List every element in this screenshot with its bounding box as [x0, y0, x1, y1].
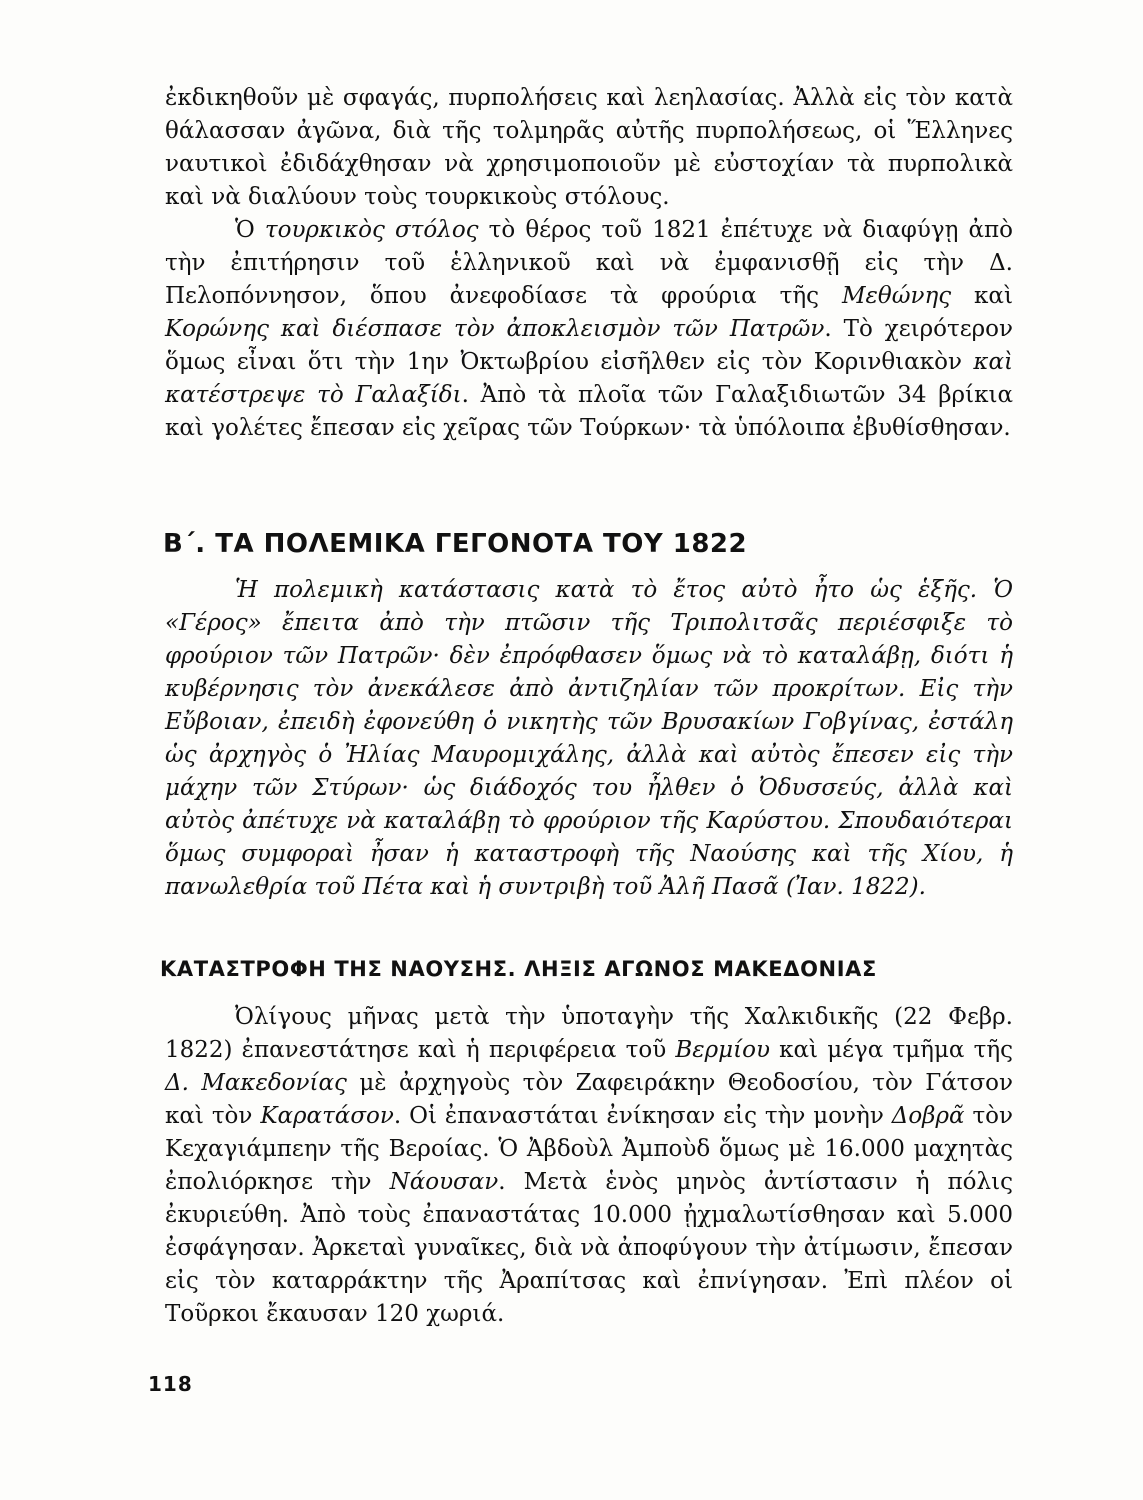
intro-paragraph-2	[165, 214, 1013, 445]
p2-g: . Τὸ χειρότερον ὅμως εἶναι ὅτι τὴν 1ην Ὀκτωβρίου εἰσῆλθεν εἰς τὸν Κορινθιακὸν	[165, 316, 1013, 375]
s2-t9: τὸν Κεχαγιάμπεην τῆς Βεροίας. Ὁ Ἀβδοὺλ Ἀμποὺδ ὅμως μὲ 16.000 μαχητὰς ἐπολιόρκησε τὴν	[165, 1103, 1013, 1195]
section2-paragraph	[165, 1001, 1013, 1331]
p2-turkish-fleet: τουρκικὸς στόλος	[264, 217, 479, 243]
s2-w-macedonia: Δ. Μακεδονίας	[165, 1070, 347, 1096]
intro-paragraph-1-text: ἐκδικηθοῦν μὲ σφαγάς, πυρπολήσεις καὶ λεηλασίας. Ἀλλὰ εἰς τὸν κατὰ θάλασσαν ἀγῶνα, διὰ τῆς τολμηρᾶς αὐτῆς πυρπολήσεως, οἱ Ἕλληνες ναυτικοὶ ἐδιδάχθησαν νὰ χρησιμοποιοῦν μὲ εὐστοχίαν τὰ πυρπολικὰ καὶ νὰ διαλύουν τοὺς τουρκικοὺς στόλους.	[165, 85, 1013, 210]
s2-karatasos: Καρατάσον	[260, 1103, 394, 1129]
page-number: 118	[148, 1372, 193, 1396]
section1-paragraph: Ἡ πολεμικὴ κατάστασις κατὰ τὸ ἔτος αὐτὸ ἦτο ὡς ἑξῆς. Ὁ «Γέρος» ἔπειτα ἀπὸ τὴν πτῶσιν τῆς Τριπολιτσᾶς περιέσφιξε τὸ φρούριον τῶν Πατρῶν· δὲν ἐπρόφθασεν ὅμως νὰ τὸ καταλάβῃ, διότι ἡ κυβέρνησις τὸν ἀνεκάλεσε ἀπὸ ἀντιζηλίαν τῶν προκρίτων. Εἰς τὴν Εὔβοιαν, ἐπειδὴ ἐφονεύθη ὁ νικητὴς τῶν Βρυσακίων Γοβγίνας, ἐστάλη ὡς ἀρχηγὸς ὁ Ἠλίας Μαυρομιχάλης, ἀλλὰ καὶ αὐτὸς ἔπεσεν εἰς τὴν μάχην τῶν Στύρων· ὡς διάδοχός του ἦλθεν ὁ Ὀδυσσεύς, ἀλλὰ καὶ αὐτὸς ἀπέτυχε νὰ καταλάβῃ τὸ φρούριον τῆς Καρύστου. Σπουδαιότεραι ὅμως συμφοραὶ ἦσαν ἡ καταστροφὴ τῆς Ναούσης καὶ τῆς Χίου, ἡ πανωλεθρία τοῦ Πέτα καὶ ἡ συντριβὴ τοῦ Ἀλῆ Πασᾶ (Ἰαν. 1822).	[165, 577, 1013, 900]
s2-t1: Ὀλίγους μῆνας μετὰ τὴν ὑποταγὴν τῆς Χαλκιδικῆς (22 Φεβρ. 1822) ἐπανεστάτησε καὶ ἡ περιφέρεια τοῦ	[165, 1004, 1013, 1063]
s2-t7: . Οἱ ἐπαναστάται ἐνίκησαν εἰς τὴν μονὴν	[393, 1103, 892, 1129]
s2-t5: μὲ ἀρχηγοὺς τὸν Ζαφειράκην Θεοδοσίου, τὸν Γάτσον καὶ τὸν	[165, 1070, 1013, 1129]
p2-koroni: Κορώνης καὶ διέσπασε τὸν ἀποκλεισμὸν τῶν Πατρῶν	[165, 316, 825, 342]
s2-dovra: Δοβρᾶ	[891, 1103, 965, 1129]
intro-paragraph-1	[165, 82, 1013, 214]
section-heading-naousa: ΚΑΤΑΣΤΡΟΦΗ ΤΗΣ ΝΑΟΥΣΗΣ. ΛΗΞΙΣ ΑΓΩΝΟΣ ΜΑΚΕΔΟΝΙΑΣ	[160, 957, 877, 981]
p2-e: καὶ	[951, 283, 1013, 309]
s2-t11: . Μετὰ ἑνὸς μηνὸς ἀντίστασιν ἡ πόλις ἐκυριεύθη. Ἀπὸ τοὺς ἐπαναστάτας 10.000 ᾐχμαλωτίσθησαν καὶ 5.000 ἐσφάγησαν. Ἀρκεταὶ γυναῖκες, διὰ νὰ ἀποφύγουν τὴν ἀτίμωσιν, ἔπεσαν εἰς τὸν καταρράκτην τῆς Ἀραπίτσας καὶ ἐπνίγησαν. Ἐπὶ πλέον οἱ Τοῦρκοι ἔκαυσαν 120 χωριά.	[165, 1169, 1013, 1327]
section1-text-block	[165, 574, 1013, 904]
section-heading-1822: Β΄. ΤΑ ΠΟΛΕΜΙΚΑ ΓΕΓΟΝΟΤΑ ΤΟΥ 1822	[163, 529, 748, 559]
p2-a: Ὁ	[235, 217, 265, 243]
p2-galaxidi: καὶ κατέστρεψε τὸ Γαλαξίδι	[165, 349, 1013, 408]
s2-vermio: Βερμίου	[675, 1037, 770, 1063]
p2-c: τὸ θέρος τοῦ 1821 ἐπέτυχε νὰ διαφύγῃ ἀπὸ τὴν ἐπιτήρησιν τοῦ ἑλληνικοῦ καὶ νὰ ἐμφανισθῇ εἰς τὴν Δ. Πελοπόννησον, ὅπου ἀνεφοδίασε τὰ φρούρια τῆς	[165, 217, 1014, 309]
intro-text-block	[165, 82, 1013, 445]
s2-naousa: Νάουσαν	[389, 1169, 499, 1195]
p2-methoni: Μεθώνης	[841, 283, 952, 309]
section2-text-block	[165, 1001, 1013, 1331]
p2-i: . Ἀπὸ τὰ πλοῖα τῶν Γαλαξιδιωτῶν 34 βρίκια καὶ γολέτες ἔπεσαν εἰς χεῖρας τῶν Τούρκων· τὰ ὑπόλοιπα ἐβυθίσθησαν.	[165, 382, 1013, 441]
s2-t3: καὶ μέγα τμῆμα τῆς	[769, 1037, 1013, 1063]
